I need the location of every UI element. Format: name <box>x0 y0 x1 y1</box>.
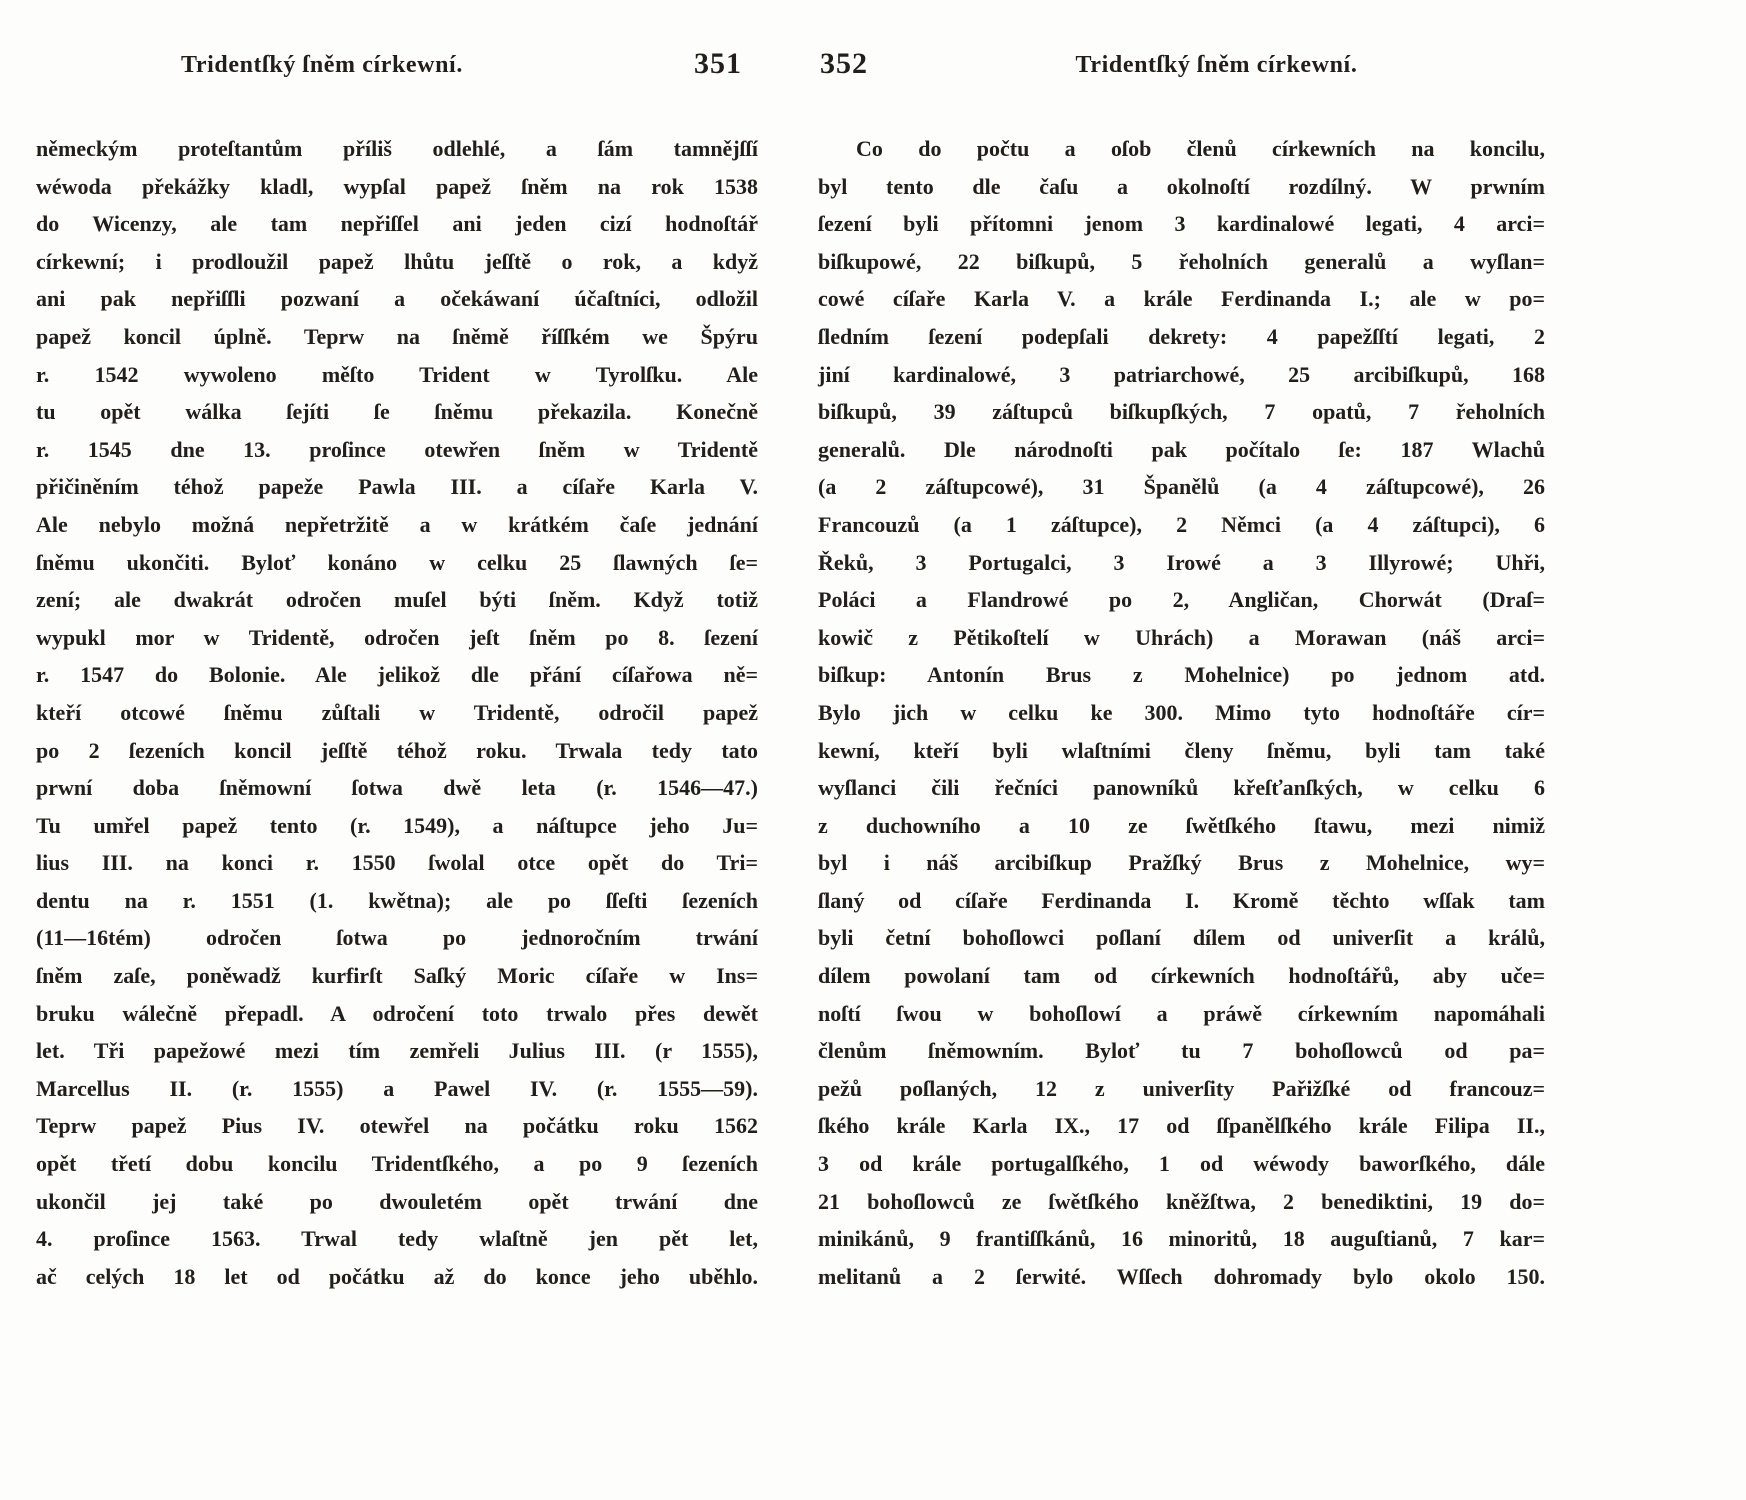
text-line: cowé cíſaře Karla V. a krále Ferdinanda I.; ale w po= <box>818 286 1545 312</box>
page-number: 352 <box>820 47 868 80</box>
text-line: církewní; i prodloužil papež lhůtu jeſſtě o rok, a když <box>36 248 758 274</box>
text-line: let. Tři papežowé mezi tím zemřeli Julius III. (r 1555), <box>36 1038 758 1064</box>
page-number: 351 <box>694 47 742 80</box>
text-line: ſlaný od cíſaře Ferdinanda I. Kromě těchto wſſak tam <box>818 887 1545 913</box>
text-line: ſezení byli přítomni jenom 3 kardinalowé legati, 4 arci= <box>818 211 1545 237</box>
text-line: po 2 ſezeních koncil jeſſtě téhož roku. Trwala tedy tato <box>36 737 758 763</box>
text-line: biſkupů, 39 záſtupců biſkupſkých, 7 opatů, 7 řeholních <box>818 399 1545 425</box>
text-line: wypukl mor w Tridentě, odročen jeſt ſněm po 8. ſezení <box>36 624 758 650</box>
text-line: noſtí ſwou w bohoſlowí a práwě církewním napomáhali <box>818 1000 1545 1026</box>
text-line: německým proteſtantům příliš odlehlé, a ſám tamnějſſí <box>36 136 758 161</box>
text-line: Teprw papež Pius IV. otewřel na počátku roku 1562 <box>36 1113 758 1139</box>
text-line: ſněm zaſe, poněwadž kurfirſt Saſký Moric cíſaře w Ins= <box>36 963 758 989</box>
text-line: papež koncil úplně. Teprw na ſněmě říſſkém we Špýru <box>36 323 758 349</box>
page-left <box>36 0 758 1295</box>
text-line: kteří otcowé ſněmu zůſtali w Tridentě, odročil papež <box>36 699 758 725</box>
text-line: Co do počtu a oſob členů církewních na koncilu, <box>856 136 1545 161</box>
text-line: 3 od krále portugalſkého, 1 od wéwody baworſkého, dále <box>818 1151 1545 1177</box>
text-line: Poláci a Flandrowé po 2, Angličan, Chorwát (Draſ= <box>818 587 1545 613</box>
text-line: ani pak nepřiſſli pozwaní a očekáwaní účaſtníci, odložil <box>36 286 758 312</box>
text-line: 21 bohoſlowců ze ſwětſkého kněžſtwa, 2 benediktini, 19 do= <box>818 1188 1545 1214</box>
text-line: Marcellus II. (r. 1555) a Pawel IV. (r. 1555—59). <box>36 1075 758 1101</box>
running-title: Tridentſký ſněm církewní. <box>181 52 463 78</box>
text-line: jiní kardinalowé, 3 patriarchowé, 25 arcibiſkupů, 168 <box>818 361 1545 387</box>
text-line: (11—16tém) odročen ſotwa po jednoročním trwání <box>36 925 758 951</box>
text-line: biſkup: Antonín Brus z Mohelnice) po jednom atd. <box>818 662 1545 688</box>
text-line: ſněmu ukončiti. Byloť konáno w celku 25 ſlawných ſe= <box>36 549 758 575</box>
text-line: do Wicenzy, ale tam nepřiſſel ani jeden cizí hodnoſtář <box>36 211 758 237</box>
text-line: dentu na r. 1551 (1. kwětna); ale po ſſeſti ſezeních <box>36 887 758 913</box>
text-line: zení; ale dwakrát odročen muſel býti ſněm. Když totiž <box>36 587 758 613</box>
text-line: 4. proſince 1563. Trwal tedy wlaſtně jen pět let, <box>36 1226 758 1252</box>
running-title: Tridentſký ſněm církewní. <box>1075 52 1358 78</box>
text-line: ač celých 18 let od počátku až do konce jeho uběhlo. <box>36 1263 758 1289</box>
text-line: minikánů, 9 frantiſſkánů, 16 minoritů, 18 auguſtianů, 7 kar= <box>818 1226 1545 1252</box>
text-line: členům ſněmowním. Byloť tu 7 bohoſlowců od pa= <box>818 1038 1545 1064</box>
text-line: Řeků, 3 Portugalci, 3 Irowé a 3 Illyrowé; Uhři, <box>818 549 1545 575</box>
text-line: z duchowního a 10 ze ſwětſkého ſtawu, mezi nimiž <box>818 812 1545 838</box>
text-column-right <box>818 130 1545 1295</box>
text-line: kewní, kteří byli wlaſtními členy ſněmu, byli tam také <box>818 737 1545 763</box>
text-line: r. 1542 wywoleno měſto Trident w Tyrolſku. Ale <box>36 361 758 387</box>
text-line: byl i náš arcibiſkup Pražſký Brus z Mohelnice, wy= <box>818 850 1545 876</box>
text-line: biſkupowé, 22 biſkupů, 5 řeholních generalů a wyſlan= <box>818 248 1545 274</box>
text-line: melitanů a 2 ſerwité. Wſſech dohromady bylo okolo 150. <box>818 1263 1545 1289</box>
text-line: ukončil jej také po dwouletém opět trwání dne <box>36 1188 758 1214</box>
text-column-left <box>36 130 758 1295</box>
text-line: wéwoda překážky kladl, wypſal papež ſněm na rok 1538 <box>36 173 758 199</box>
text-line: wyſlanci čili řečníci panowníků křeſťanſkých, w celku 6 <box>818 775 1545 801</box>
text-line: ſkého krále Karla IX., 17 od ſſpanělſkého krále Filipa II., <box>818 1113 1545 1139</box>
text-line: ſledním ſezení podepſali dekrety: 4 papežſſtí legati, 2 <box>818 323 1545 349</box>
text-line: r. 1547 do Bolonie. Ale jelikož dle přání cíſařowa ně= <box>36 662 758 688</box>
text-line: byl tento dle čaſu a okolnoſtí rozdílný. W prwním <box>818 173 1545 199</box>
text-line: dílem powolaní tam od církewních hodnoſtářů, aby uče= <box>818 963 1545 989</box>
text-line: pežů poſlaných, 12 z univerſity Pařižſké od francouz= <box>818 1075 1545 1101</box>
text-line: prwní doba ſněmowní ſotwa dwě leta (r. 1546—47.) <box>36 775 758 801</box>
text-line: přičiněním téhož papeže Pawla III. a cíſaře Karla V. <box>36 474 758 500</box>
text-line: (a 2 záſtupcowé), 31 Španělů (a 4 záſtupcowé), 26 <box>818 474 1545 500</box>
text-line: bruku wálečně přepadl. A odročení toto trwalo přes dewět <box>36 1000 758 1026</box>
text-line: kowič z Pětikoſtelí w Uhrách) a Morawan (náš arci= <box>818 624 1545 650</box>
text-line: Bylo jich w celku ke 300. Mimo tyto hodnoſtáře cír= <box>818 699 1545 725</box>
page-header-right <box>818 47 1545 94</box>
text-line: tu opět wálka ſejíti ſe ſněmu překazila. Konečně <box>36 399 758 425</box>
page-right <box>818 0 1545 1295</box>
text-line: Ale nebylo možná nepřetržitě a w krátkém čaſe jednání <box>36 511 758 537</box>
text-line: lius III. na konci r. 1550 ſwolal otce opět do Tri= <box>36 850 758 876</box>
text-line: opět třetí dobu koncilu Tridentſkého, a po 9 ſezeních <box>36 1151 758 1177</box>
page-header-left <box>36 47 758 94</box>
text-line: r. 1545 dne 13. proſince otewřen ſněm w Tridentě <box>36 436 758 462</box>
text-line: Tu umřel papež tento (r. 1549), a náſtupce jeho Ju= <box>36 812 758 838</box>
text-line: Francouzů (a 1 záſtupce), 2 Němci (a 4 záſtupci), 6 <box>818 511 1545 537</box>
text-line: generalů. Dle národnoſti pak počítalo ſe: 187 Wlachů <box>818 436 1545 462</box>
text-line: byli četní bohoſlowci poſlaní dílem od univerſit a králů, <box>818 925 1545 951</box>
